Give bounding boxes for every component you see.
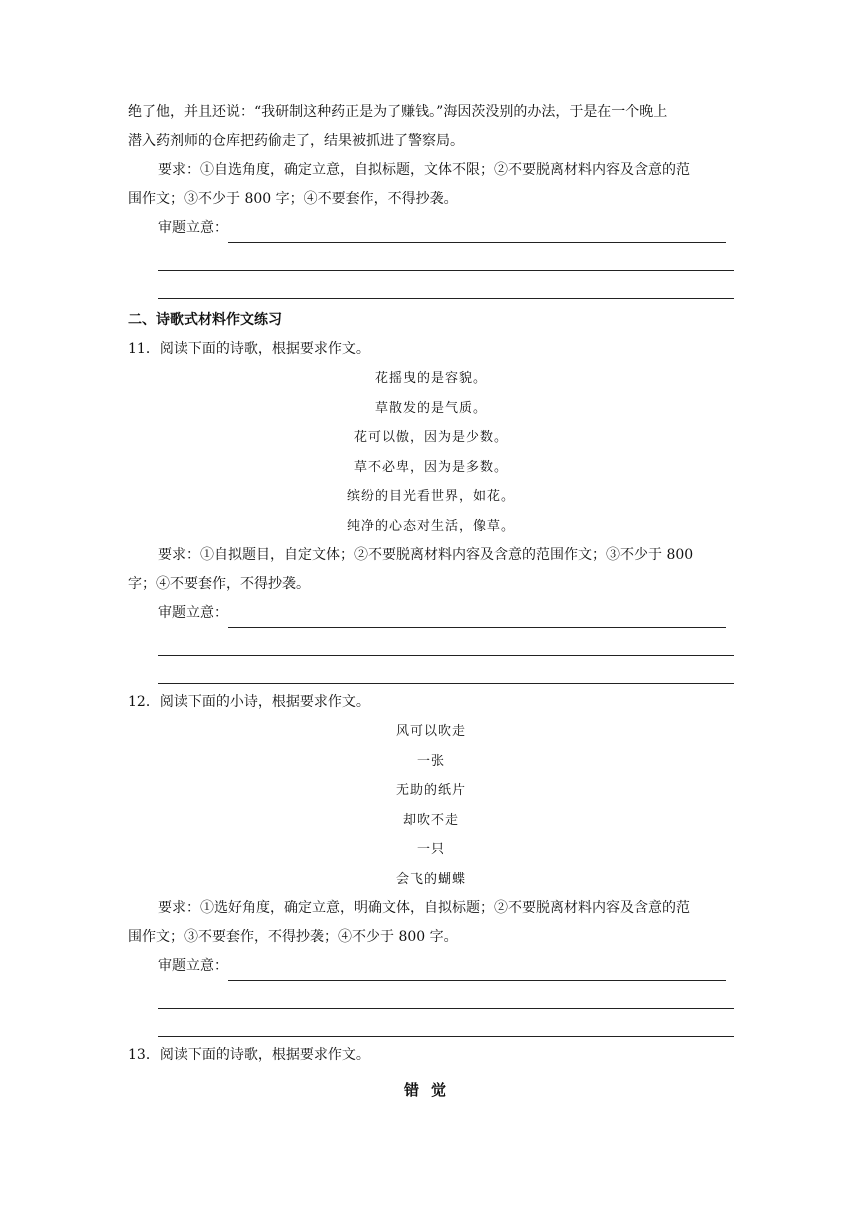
poem-line: 花可以傲，因为是少数。 bbox=[353, 430, 508, 445]
question-11-answer-row bbox=[128, 599, 734, 628]
question-11-prompt: 11．阅读下面的诗歌，根据要求作文。 bbox=[128, 341, 370, 357]
question-13-prompt: 13．阅读下面的诗歌，根据要求作文。 bbox=[128, 1047, 370, 1063]
poem-line: 草散发的是气质。 bbox=[374, 400, 487, 416]
question-11-requirement-line-1: 要求：①自拟题目，自定文体；②不要脱离材料内容及含意的范围作文；③不少于 800 bbox=[158, 547, 694, 563]
question-11-poem bbox=[128, 364, 734, 541]
question-12-prompt: 12．阅读下面的小诗，根据要求作文。 bbox=[128, 694, 370, 710]
answer-blank-line[interactable] bbox=[158, 656, 734, 684]
answer-blank-line[interactable] bbox=[158, 628, 734, 656]
answer-label: 审题立意： bbox=[158, 958, 228, 974]
section-heading: 二、诗歌式材料作文练习 bbox=[128, 312, 282, 328]
answer-blank-line[interactable] bbox=[158, 243, 734, 271]
intro-line-2: 潜入药剂师的仓库把药偷走了，结果被抓进了警察局。 bbox=[128, 133, 464, 149]
answer-line[interactable] bbox=[228, 607, 726, 628]
answer-line[interactable] bbox=[228, 222, 726, 243]
poem-line: 一只 bbox=[416, 842, 445, 857]
poem-title: 错觉 bbox=[403, 1081, 458, 1099]
answer-blank-line[interactable] bbox=[158, 981, 734, 1009]
question-12-poem bbox=[128, 717, 734, 894]
poem-line: 风可以吹走 bbox=[395, 724, 466, 739]
poem-line: 草不必卑，因为是多数。 bbox=[353, 459, 508, 475]
poem-line: 会飞的蝴蝶 bbox=[395, 871, 466, 887]
intro-line-1: 绝了他，并且还说：“我研制这种药正是为了赚钱。”海因茨没别的办法，于是在一个晚上 bbox=[128, 104, 668, 120]
answer-label: 审题立意： bbox=[158, 605, 228, 621]
question-12-answer-row bbox=[128, 952, 734, 981]
poem-line: 缤纷的目光看世界，如花。 bbox=[346, 489, 515, 504]
poem-line: 却吹不走 bbox=[402, 812, 459, 828]
intro-requirement-line-1: 要求：①自选角度，确定立意，自拟标题，文体不限；②不要脱离材料内容及含意的范 bbox=[158, 162, 690, 178]
poem-line: 花摇曳的是容貌。 bbox=[374, 371, 487, 386]
answer-blank-line[interactable] bbox=[158, 271, 734, 299]
answer-blank-line[interactable] bbox=[158, 1009, 734, 1037]
question-12-requirement-line-1: 要求：①选好角度，确定立意，明确文体，自拟标题；②不要脱离材料内容及含意的范 bbox=[158, 900, 690, 916]
answer-line[interactable] bbox=[228, 960, 726, 981]
document-page bbox=[128, 98, 734, 1108]
poem-line: 一张 bbox=[416, 753, 445, 769]
intro-answer-row bbox=[128, 214, 734, 243]
poem-line: 无助的纸片 bbox=[395, 783, 466, 798]
question-11-requirement-line-2: 字；④不要套作，不得抄袭。 bbox=[128, 576, 310, 592]
answer-label: 审题立意： bbox=[158, 220, 228, 236]
poem-line: 纯净的心态对生活，像草。 bbox=[346, 518, 515, 534]
question-12-requirement-line-2: 围作文；③不要套作，不得抄袭；④不少于 800 字。 bbox=[128, 929, 458, 945]
intro-requirement-line-2: 围作文；③不少于 800 字；④不要套作，不得抄袭。 bbox=[128, 191, 458, 207]
